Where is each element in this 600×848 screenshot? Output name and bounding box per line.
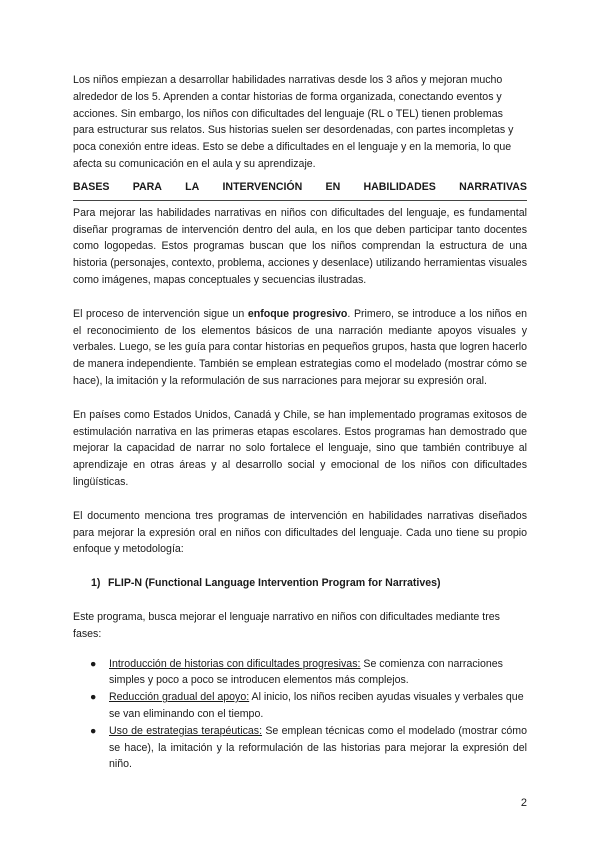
phase-term: Uso de estrategias terapéuticas: <box>109 724 263 737</box>
heading-word: HABILIDADES <box>363 180 436 193</box>
program-description: Este programa, busca mejorar el lenguaje narrativo en niños con dificultades mediante tres fases: <box>73 610 500 640</box>
heading-word: LA <box>185 180 200 193</box>
heading-word: EN <box>325 180 341 193</box>
progressive-approach-paragraph <box>73 306 527 390</box>
heading-word: INTERVENCIÓN <box>222 180 303 193</box>
intro-paragraph: Los niños empiezan a desarrollar habilidades narrativas desde los 3 años y mejoran mucho alrededor de los 5. Aprenden a contar historias de forma organizada, conectando eventos y acciones. Sin embargo, los niños con dificultades del lenguaje (RL o TEL) tienen problemas para estructurar sus relatos. Sus historias suelen ser desordenadas, con partes incompletas y poca conexión entre ideas. Esto se debe a dificultades en el lenguaje y en la memoria, lo que afecta su comunicación en el aula y su aprendizaje. <box>73 74 514 170</box>
page-number: 2 <box>520 797 527 809</box>
phase-text: Se comienza con narraciones simples y poco a poco se introducen elementos más complejos. <box>109 657 503 687</box>
phase-term: Reducción gradual del apoyo: <box>109 691 250 704</box>
bullet-icon: ● <box>90 724 97 737</box>
program-number: 1) <box>91 577 101 590</box>
heading-word: NARRATIVAS <box>459 180 527 193</box>
list-item <box>73 656 527 690</box>
phase-text: Al inicio, los niños reciben ayudas visuales y verbales que se van eliminando con el tiempo. <box>109 691 524 720</box>
bold-term: enfoque progresivo <box>247 307 348 320</box>
phase-term: Introducción de historias con dificultades progresivas: <box>109 657 361 670</box>
countries-paragraph: En países como Estados Unidos, Canadá y Chile, se han implementado programas exitosos de estimulación narrativa en las primeras etapas escolares. Estos programas han demostrado que mejorar la capacidad de narrar no solo fortalece el lenguaje, sino que también contribuye al aprendizaje en otras áreas y al desarrollo social y emocional de los niños con dificultades lingüísticas. <box>73 408 527 488</box>
program-heading <box>73 575 527 592</box>
programs-paragraph: El documento menciona tres programas de intervención en habilidades narrativas diseñados para mejorar la expresión oral en niños con dificultades del lenguaje. Cada uno tiene su propio enfoque y metodología: <box>73 509 527 556</box>
bullet-icon: ● <box>90 657 97 670</box>
bullet-icon: ● <box>90 691 97 704</box>
program-title: FLIP-N (Functional Language Intervention Program for Narratives) <box>107 577 441 590</box>
heading-word: PARA <box>132 180 162 193</box>
intervention-paragraph: Para mejorar las habilidades narrativas en niños con dificultades del lenguaje, es fundamental diseñar programas de intervención dentro del aula, en los que deben participar tanto docentes como logopedas. Estos programas buscan que los niños comprendan la estructura de una historia (personajes, contexto, problema, acciones y desenlace) utilizando herramientas visuales como imágenes, mapas conceptuales y secuencias ilustradas. <box>73 206 527 286</box>
phase-text: Se emplean técnicas como el modelado (mostrar cómo se hace), la imitación y la reformulación de las historias para mejorar la expresión del niño. <box>109 724 527 771</box>
text-run: El proceso de intervención sigue un <box>73 307 248 320</box>
phases-list <box>73 656 527 774</box>
document-page <box>73 72 527 773</box>
heading-word: BASES <box>73 180 110 193</box>
section-heading <box>73 179 527 201</box>
list-item <box>73 689 527 723</box>
text-run: . Primero, se introduce a los niños en el reconocimiento de los elementos básicos de una narración mediante apoyos visuales y verbales. Luego, se les guía para contar historias en pequeños grupos, hasta que logren hacerlo de manera independiente. También se emplean estrategias como el modelado (mostrar cómo se hace), la imitación y la reformulación de sus narraciones para mejorar su expresión oral. <box>73 307 527 387</box>
list-item <box>73 723 527 773</box>
